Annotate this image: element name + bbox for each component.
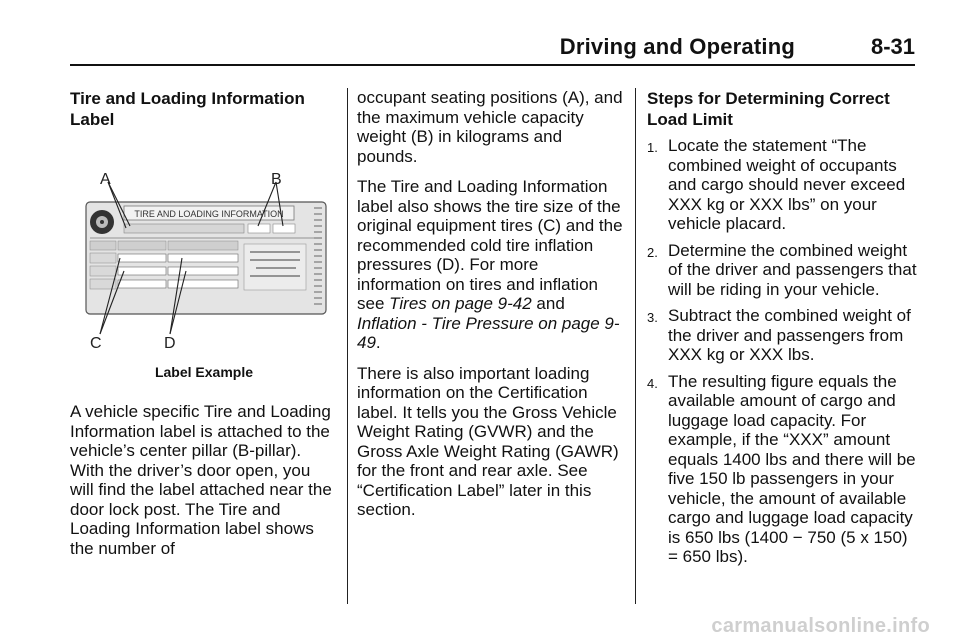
step-number: 4. xyxy=(647,375,658,391)
page-number: 8-31 xyxy=(870,34,915,59)
cross-reference-link[interactable]: Inflation - Tire Pressure on page 9-49 xyxy=(357,313,620,352)
body-paragraph xyxy=(357,177,625,353)
column-3 xyxy=(647,88,922,574)
body-paragraph: A vehicle specific Tire and Loading Information label is attached to the vehicle’s center pillar (B-pillar). With the driver’s door open, you will find the label attached near the door lock post. The Tire and Loading Information label shows the number of xyxy=(70,402,332,558)
paragraph-text: and xyxy=(531,294,565,313)
column-divider xyxy=(635,88,636,604)
tire-label-figure xyxy=(70,170,338,350)
step-text: Determine the combined weight of the driver and passengers that will be riding in your vehicle. xyxy=(668,240,917,299)
callout-b: B xyxy=(271,171,282,188)
callout-d: D xyxy=(164,335,176,350)
list-item xyxy=(647,306,922,365)
column-2 xyxy=(357,88,625,531)
section-title: Driving and Operating xyxy=(559,34,795,59)
column-divider xyxy=(347,88,348,604)
body-paragraph: There is also important loading information on the Certification label. It tells you the Gross Vehicle Weight Rating (GVWR) and the Gross Axle Weight Rating (GAWR) for the front and rear axle. See “Certification Label” later in this section. xyxy=(357,363,619,519)
paragraph-text: The Tire and Loading Information label also shows the tire size of the original equipment tires (C) and the recommended cold tire inflation pressures (D). For more information on tires and inflation see xyxy=(357,177,623,313)
list-item xyxy=(647,241,922,300)
paragraph-text: . xyxy=(375,333,381,352)
step-number: 2. xyxy=(647,244,658,260)
list-item xyxy=(647,136,922,234)
column-1 xyxy=(70,88,338,569)
step-text: The resulting figure equals the available amount of cargo and luggage load capacity. For example, if the “XXX” amount equals 1400 lbs and there will be five 150 lb passengers in your vehicle, the amount of available cargo and luggage load capacity is 650 lbs (1400 − 750 (5 x 150) = 650 lbs). xyxy=(668,371,916,566)
label-banner-text: TIRE AND LOADING INFORMATION xyxy=(134,209,284,219)
figure-caption: Label Example xyxy=(154,364,254,380)
tire-label-illustration xyxy=(70,170,338,350)
list-item xyxy=(647,372,922,567)
step-number: 1. xyxy=(647,140,658,155)
step-number: 3. xyxy=(647,310,658,325)
section-heading: Tire and Loading Information Label xyxy=(70,89,305,129)
steps-list xyxy=(647,136,922,567)
callout-a: A xyxy=(100,171,111,188)
cross-reference-link[interactable]: Tires on page 9-42 xyxy=(389,294,532,313)
section-heading: Steps for Determining Correct Load Limit xyxy=(647,89,890,129)
callout-c: C xyxy=(90,335,102,350)
watermark: carmanualsonline.info xyxy=(711,615,930,637)
step-text: Locate the statement “The combined weight of occupants and cargo should never exceed XXX kg or XXX lbs” on your vehicle placard. xyxy=(668,136,906,233)
page-header xyxy=(70,26,915,66)
body-paragraph: occupant seating positions (A), and the maximum vehicle capacity weight (B) in kilograms and pounds. xyxy=(357,88,623,166)
step-text: Subtract the combined weight of the driver and passengers from XXX kg or XXX lbs. xyxy=(668,306,911,364)
